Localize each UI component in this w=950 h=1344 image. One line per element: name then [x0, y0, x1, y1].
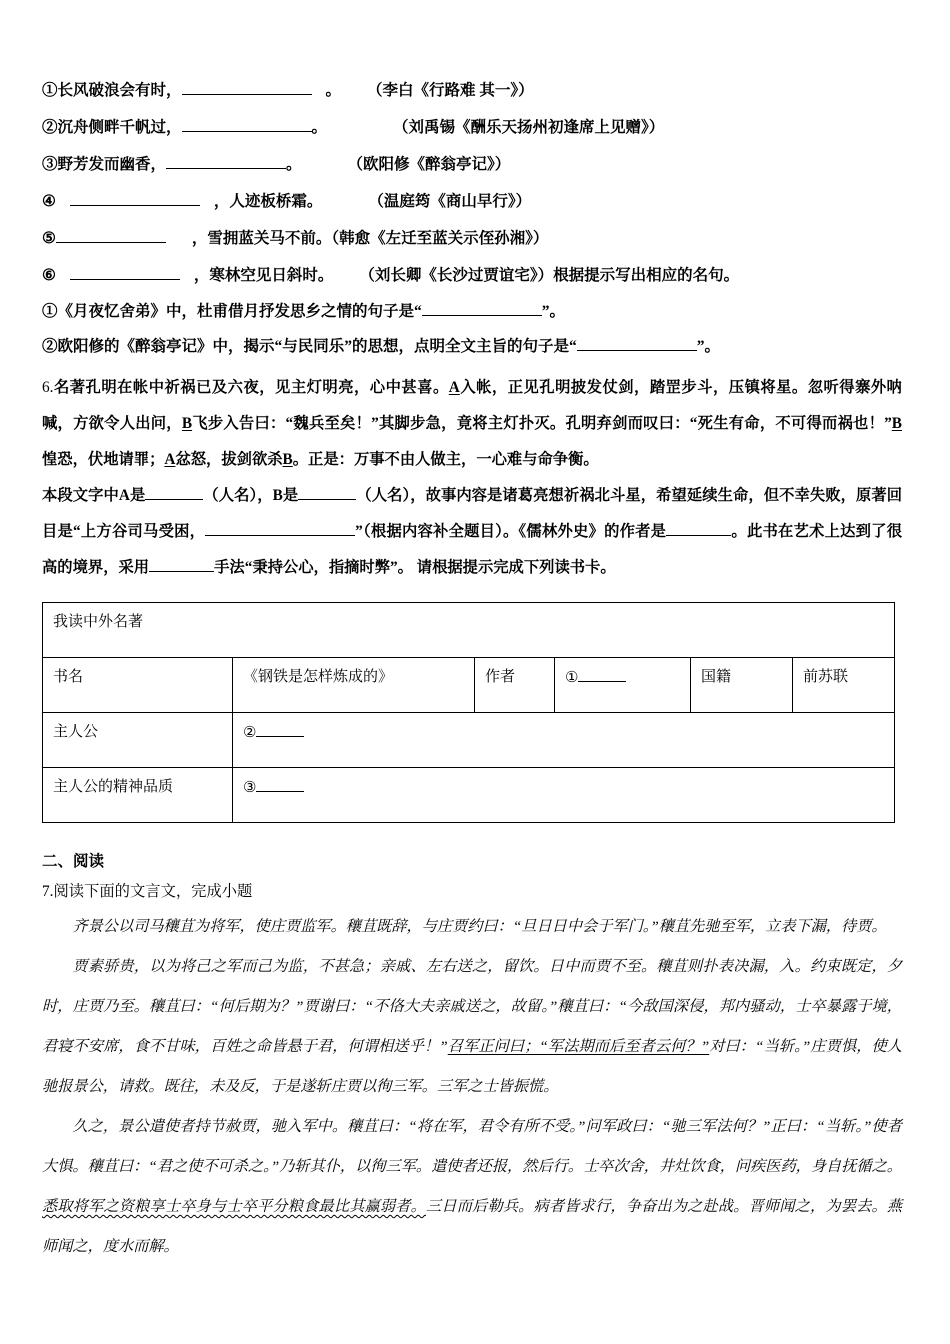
- poem-line-6-source: （刘长卿《长沙过贾谊宅》）根据提示写出相应的名句。: [359, 267, 740, 284]
- cell-protagonist-blank[interactable]: [256, 721, 304, 737]
- poem-line-6-after: ，寒林空见日斜时。: [193, 267, 334, 284]
- prompt-line-2-after: ”。: [696, 338, 721, 355]
- question-6-marker-a1: A: [448, 379, 460, 396]
- cell-author-blank[interactable]: [578, 666, 626, 682]
- question-6: [42, 370, 902, 586]
- question-6-line2-a: 本段文字中A是: [42, 487, 146, 504]
- cell-book-value: 《钢铁是怎样炼成的》: [233, 658, 475, 713]
- table-row: [43, 658, 895, 713]
- poem-line-5-source: （韩愈《左迁至蓝关示侄孙湘》）: [331, 230, 549, 247]
- poem-line-4-after: ，人迹板桥霜。: [213, 193, 323, 210]
- cell-quality-value[interactable]: [233, 768, 895, 823]
- poem-line-4: [42, 183, 902, 220]
- classical-paragraph-2: [42, 947, 902, 1107]
- poem-line-3-blank[interactable]: [166, 153, 286, 170]
- cell-author-label: 作者: [475, 658, 555, 713]
- poem-line-2-number: ②: [42, 119, 58, 136]
- cell-nationality-label: 国籍: [691, 658, 793, 713]
- poem-line-1-blank[interactable]: [182, 79, 312, 96]
- prompt-line-2-before: 欧阳修的《醉翁亭记》中，揭示“与民同乐”的思想，点明全文主旨的句子是“: [57, 338, 577, 355]
- poem-line-2-before: 沉舟侧畔千帆过，: [57, 119, 182, 136]
- poem-line-5-blank[interactable]: [56, 227, 166, 244]
- poem-line-5-number: ⑤: [42, 230, 56, 247]
- question-6-seg5: 。正是：万事不由人做主，一心难与命争衡。: [292, 451, 599, 468]
- poem-line-5-after: ，雪拥蓝关马不前。: [191, 230, 332, 247]
- classical-underlined-solid: 召军正问曰；“军法期而后至者云何？”: [447, 1038, 710, 1055]
- table-row-title: [43, 603, 895, 658]
- poem-line-3-before: 野芳发而幽香，: [57, 156, 167, 173]
- question-6-blank-b[interactable]: [298, 484, 356, 500]
- question-6-blank-a[interactable]: [145, 484, 203, 500]
- poem-line-1-number: ①: [42, 82, 58, 99]
- cell-quality-blank[interactable]: [256, 776, 304, 792]
- cell-quality-marker: ③: [243, 780, 257, 796]
- question-6-line2-b: （人名），B是: [203, 487, 299, 504]
- question-6-marker-b2: B: [891, 415, 902, 432]
- prompt-line-2-blank[interactable]: [577, 335, 697, 352]
- question-7-number: 7.: [42, 883, 54, 900]
- question-6-blank-technique[interactable]: [149, 556, 214, 572]
- question-6-line2-f: 手法“秉持公心，指摘时弊”。 请根据提示完成下列读书卡。: [214, 559, 616, 576]
- question-7-heading: [42, 877, 902, 907]
- cell-author-marker: ①: [565, 670, 579, 686]
- classical-paragraph-2-text: 贾素骄贵，以为将己之军而己为监，不甚急；亲戚、左右送之，留饮。日中而贾不至。穰苴则扑表决漏，入。约束既定，夕时，庄贾乃至。穰苴曰：“何后期为？”贾谢曰：“不佫大夫亲戚送之，故留。”穰苴曰：“今敌国深侵，邦内骚动，士卒暴露于境，君寝不安席，食不甘味，百姓之命皆悬于君，何谓相送乎！”: [42, 958, 902, 1055]
- poem-line-1-after: 。: [325, 82, 342, 99]
- memorization-block: [42, 72, 902, 364]
- question-6-seg3: 惶恐，伏地请罪；: [42, 451, 165, 468]
- cell-author-value[interactable]: [555, 658, 691, 713]
- question-6-lead: 名著孔明在帐中祈祸已及六夜，见主灯明亮，心中甚喜。: [53, 379, 449, 396]
- classical-underlined-wavy: 悉取将军之资粮享士卒身与士卒平分粮食最比其赢弱者。: [42, 1198, 427, 1215]
- question-6-seg4: 忿怒，拔剑欲杀: [175, 451, 283, 468]
- classical-paragraph-3-text: 久之，景公遣使者持节赦贾，驰入军中。穰苴曰：“将在军，君令有所不受。”问军政曰：“驰三军法何？”正曰：“当斩。”使者大惧。穰苴曰：“君之使不可杀之。”乃斩其仆，以徇三军。遣使者还报，然后行。士卒次舍，井灶饮食，问疾医药，身自抚循之。: [42, 1118, 902, 1175]
- poem-line-6-number: ⑥: [42, 267, 56, 284]
- table-row: [43, 768, 895, 823]
- reading-card-title: 我读中外名著: [43, 603, 895, 658]
- question-6-line2-d: ”（根据内容补全题目）。《儒林外史》的作者是: [355, 523, 667, 540]
- table-row: [43, 713, 895, 768]
- prompt-line-2: [42, 329, 902, 364]
- prompt-line-1-number: ①: [42, 303, 58, 320]
- question-6-seg2: 飞步入告曰：“魏兵至矣！”其脚步急，竟将主灯扑灭。孔明弃剑而叹曰：“死生有命，不可得而祸也！”: [192, 415, 892, 432]
- question-6-marker-a2: A: [164, 451, 176, 468]
- prompt-line-1-before: 《月夜忆舍弟》中，杜甫借月抒发思乡之情的句子是“: [57, 303, 422, 320]
- reading-card-table: [42, 602, 895, 823]
- section-2-heading: 二、阅读: [42, 853, 105, 870]
- cell-protagonist-marker: ②: [243, 725, 257, 741]
- poem-line-5: [42, 220, 902, 257]
- poem-line-1-source: （李白《行路难 其一》）: [367, 82, 534, 99]
- prompt-line-1-blank[interactable]: [422, 300, 542, 317]
- question-6-seg1: 入帐，正见孔明披发仗剑，踏罡步斗，压镇将星。忽听得寨外呐喊，方欲令人出问，: [42, 379, 902, 432]
- poem-line-4-blank[interactable]: [70, 190, 200, 207]
- question-7-title: 阅读下面的文言文，完成小题: [53, 883, 253, 900]
- poem-line-4-source: （温庭筠《商山早行》）: [368, 193, 532, 210]
- classical-paragraph-3: [42, 1107, 902, 1267]
- poem-line-1-before: 长风破浪会有时，: [57, 82, 182, 99]
- cell-protagonist-value[interactable]: [233, 713, 895, 768]
- poem-line-1: [42, 72, 902, 109]
- question-6-answer-prompt: [42, 478, 902, 586]
- cell-quality-label: 主人公的精神品质: [43, 768, 233, 823]
- poem-line-3-after: 。: [286, 156, 302, 173]
- cell-nationality-value: 前苏联: [793, 658, 895, 713]
- question-6-line2-e: 。此书在艺术上达到了很高的境界，采用: [42, 523, 902, 576]
- question-6-number: 6.: [42, 379, 54, 396]
- prompt-line-2-number: ②: [42, 338, 58, 355]
- classical-paragraph-1: 齐景公以司马穰苴为将军，使庄贾监军。穰苴既辞，与庄贾约曰：“旦日日中会于军门。”穰苴先驰至军，立表下漏，待贾。: [72, 918, 887, 935]
- prompt-line-1: [42, 294, 902, 329]
- poem-line-4-number: ④: [42, 193, 56, 210]
- classical-paragraph-3-tail: 三日而后勒兵。病者皆求行，争奋出为之赴战。晋师闻之，为罢去。燕师闻之，度水而解。: [42, 1198, 903, 1255]
- question-6-marker-b1: B: [181, 415, 193, 432]
- poem-line-2-source: （刘禹锡《酬乐天扬州初逢席上见赠》）: [393, 119, 665, 136]
- prompt-line-1-after: ”。: [541, 303, 566, 320]
- poem-line-3: [42, 146, 902, 183]
- cell-protagonist-label: 主人公: [43, 713, 233, 768]
- poem-line-6: [42, 257, 902, 294]
- poem-line-3-number: ③: [42, 156, 58, 173]
- poem-line-2: [42, 109, 902, 146]
- question-6-blank-chapter[interactable]: [205, 520, 355, 536]
- question-6-line2-c: （人名），故事内容是诸葛亮想祈祸北斗星，希望延续生命，但不幸失败，原著回目是“上方谷司马受困，: [42, 487, 902, 540]
- question-6-passage: [42, 370, 902, 478]
- poem-line-2-after: 。: [311, 119, 328, 136]
- question-6-blank-author[interactable]: [666, 520, 731, 536]
- question-6-marker-b3: B: [282, 451, 293, 468]
- poem-line-6-blank[interactable]: [70, 264, 180, 281]
- poem-line-3-source: （欧阳修《醉翁亭记》）: [347, 156, 511, 173]
- cell-book-label: 书名: [43, 658, 233, 713]
- poem-line-2-blank[interactable]: [182, 116, 312, 133]
- classical-paragraph-2-tail: 对曰：“当斩。”庄贾惧，使人驰报景公，请救。既往，未及反，于是遂斩庄贾以徇三军。三军之士皆振慌。: [42, 1038, 902, 1095]
